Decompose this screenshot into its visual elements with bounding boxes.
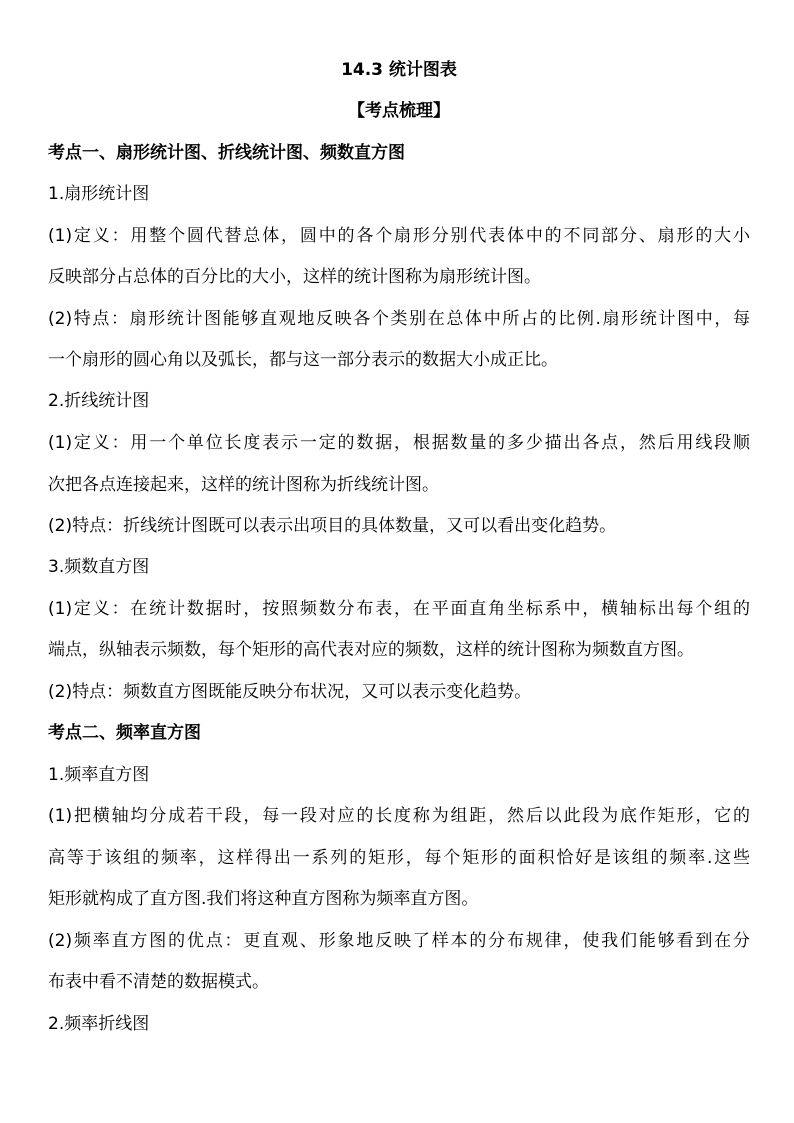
- frequency-histogram-heading: 1.频率直方图: [48, 765, 150, 785]
- review-heading: 【考点梳理】: [348, 101, 450, 121]
- pie-definition-line-2: 反映部分占总体的百分比的大小，这样的统计图称为扇形统计图。: [48, 267, 541, 287]
- frequency-histogram-paragraph-2-line-1: (2)频率直方图的优点：更直观、形象地反映了样本的分布规律，使我们能够看到在分: [48, 931, 750, 951]
- line-chart-feature-line-1: (2)特点：折线统计图既可以表示出项目的具体数量，又可以看出变化趋势。: [48, 516, 617, 536]
- frequency-histogram-paragraph-1-line-1: (1)把横轴均分成若干段，每一段对应的长度称为组距，然后以此段为底作矩形，它的: [48, 806, 750, 826]
- pie-chart-heading: 1.扇形统计图: [48, 184, 150, 204]
- section1-heading: 考点一、扇形统计图、折线统计图、频数直方图: [48, 143, 405, 163]
- histogram-heading: 3.频数直方图: [48, 557, 150, 577]
- histogram-definition-line-1: (1)定义：在统计数据时，按照频数分布表，在平面直角坐标系中，横轴标出每个组的: [48, 599, 750, 619]
- pie-feature-line-2: 一个扇形的圆心角以及弧长，都与这一部分表示的数据大小成正比。: [48, 350, 558, 370]
- frequency-histogram-paragraph-2-line-2: 布表中看不清楚的数据模式。: [48, 972, 269, 992]
- pie-definition-line-1: (1)定义：用整个圆代替总体，圆中的各个扇形分别代表体中的不同部分、扇形的大小: [48, 226, 750, 246]
- section2-heading: 考点二、频率直方图: [48, 723, 201, 743]
- histogram-feature-line-1: (2)特点：频数直方图既能反映分布状况，又可以表示变化趋势。: [48, 682, 532, 702]
- page-title: 14.3 统计图表: [341, 60, 457, 80]
- line-chart-heading: 2.折线统计图: [48, 391, 150, 411]
- line-chart-definition-line-2: 次把各点连接起来，这样的统计图称为折线统计图。: [48, 475, 439, 495]
- histogram-definition-line-2: 端点，纵轴表示频数，每个矩形的高代表对应的频数，这样的统计图称为频数直方图。: [48, 640, 694, 660]
- frequency-histogram-paragraph-1-line-3: 矩形就构成了直方图.我们将这种直方图称为频率直方图。: [48, 889, 479, 909]
- line-chart-definition-line-1: (1)定义：用一个单位长度表示一定的数据，根据数量的多少描出各点，然后用线段顺: [48, 433, 750, 453]
- frequency-histogram-paragraph-1-line-2: 高等于该组的频率，这样得出一系列的矩形，每个矩形的面积恰好是该组的频率.这些: [48, 848, 750, 868]
- pie-feature-line-1: (2)特点：扇形统计图能够直观地反映各个类别在总体中所占的比例.扇形统计图中，每: [48, 309, 750, 329]
- frequency-polygon-heading: 2.频率折线图: [48, 1014, 150, 1034]
